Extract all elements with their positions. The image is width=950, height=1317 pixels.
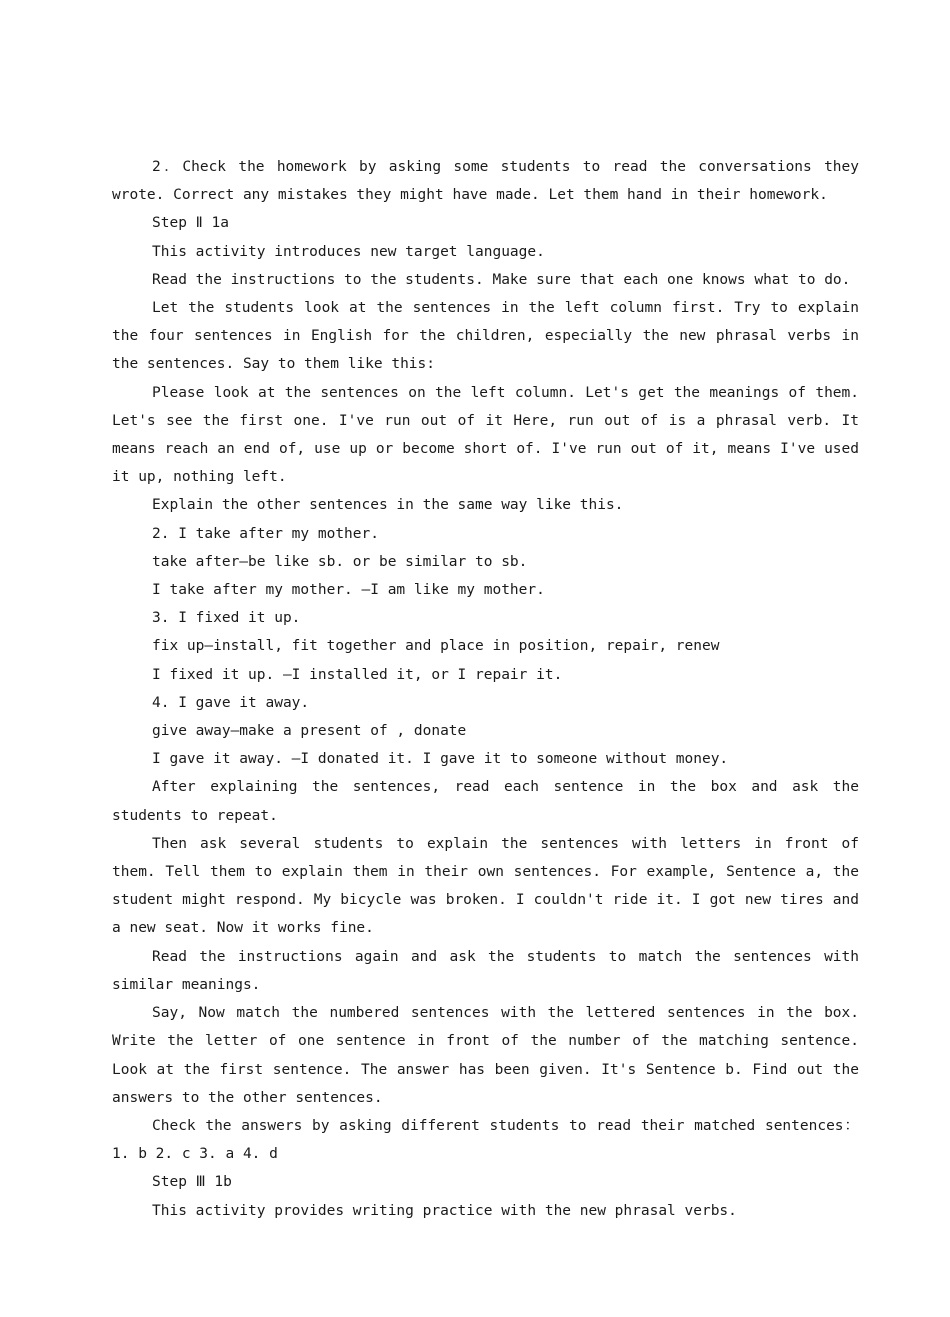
paragraph-homework-check: 2．Check the homework by asking some students to read the conversations they wrote. Correct any mistakes they might have made. Let them hand in their homework.	[112, 159, 859, 204]
paragraph-check-answers: Check the answers by asking different students to read their matched sentences：1. b 2. c 3. a 4. d	[112, 1117, 859, 1163]
paragraph-left-column: Let the students look at the sentences in the left column first. Try to explain the four sentences in English for the children, especially the new phrasal verbs in the sentences. Say to them like this:	[112, 300, 859, 373]
heading-step-2: Step Ⅱ 1a	[152, 215, 229, 232]
example-4-sentence: 4. I gave it away.	[152, 694, 310, 711]
heading-step-3: Step Ⅲ 1b	[152, 1174, 232, 1191]
example-3-sentence: 3. I fixed it up.	[152, 610, 301, 627]
paragraph-read-instructions: Read the instructions to the students. Make sure that each one knows what to do.	[152, 271, 851, 288]
example-3-paraphrase: I fixed it up. —I installed it, or I repair it.	[152, 666, 563, 683]
document-body	[112, 153, 859, 1225]
paragraph-explain-others: Explain the other sentences in the same way like this.	[152, 497, 624, 514]
example-4-definition: give away—make a present of , donate	[152, 723, 467, 740]
example-3-definition: fix up—install, fit together and place in position, repair, renew	[152, 638, 720, 655]
paragraph-run-out-of: Please look at the sentences on the left column. Let's get the meanings of them. Let's see the first one. I've run out of it Here, run out of is a phrasal verb. It means reach an end of, use up or become short of. I've run out of it, means I've used it up, nothing left.	[112, 384, 859, 486]
example-2-definition: take after—be like sb. or be similar to sb.	[152, 553, 528, 570]
paragraph-activity-intro: This activity introduces new target language.	[152, 243, 545, 260]
paragraph-writing-practice: This activity provides writing practice with the new phrasal verbs.	[152, 1202, 737, 1219]
paragraph-match-instructions: Read the instructions again and ask the students to match the sentences with similar meanings.	[112, 948, 859, 993]
paragraph-explain-lettered: Then ask several students to explain the sentences with letters in front of them. Tell them to explain them in their own sentences. For example, Sentence a, the student might respond. My bicycle was broken. I couldn't ride it. I got new tires and a new seat. Now it works fine.	[112, 835, 859, 937]
paragraph-match-numbered: Say, Now match the numbered sentences with the lettered sentences in the box. Write the letter of one sentence in front of the number of the matching sentence. Look at the first sentence. The answer has been given. It's Sentence b. Find out the answers to the other sentences.	[112, 1005, 859, 1106]
example-2-sentence: 2. I take after my mother.	[152, 525, 379, 542]
example-2-paraphrase: I take after my mother. —I am like my mother.	[152, 582, 545, 599]
paragraph-after-explaining: After explaining the sentences, read each sentence in the box and ask the students to repeat.	[112, 779, 859, 824]
example-4-paraphrase: I gave it away. —I donated it. I gave it to someone without money.	[152, 751, 729, 768]
